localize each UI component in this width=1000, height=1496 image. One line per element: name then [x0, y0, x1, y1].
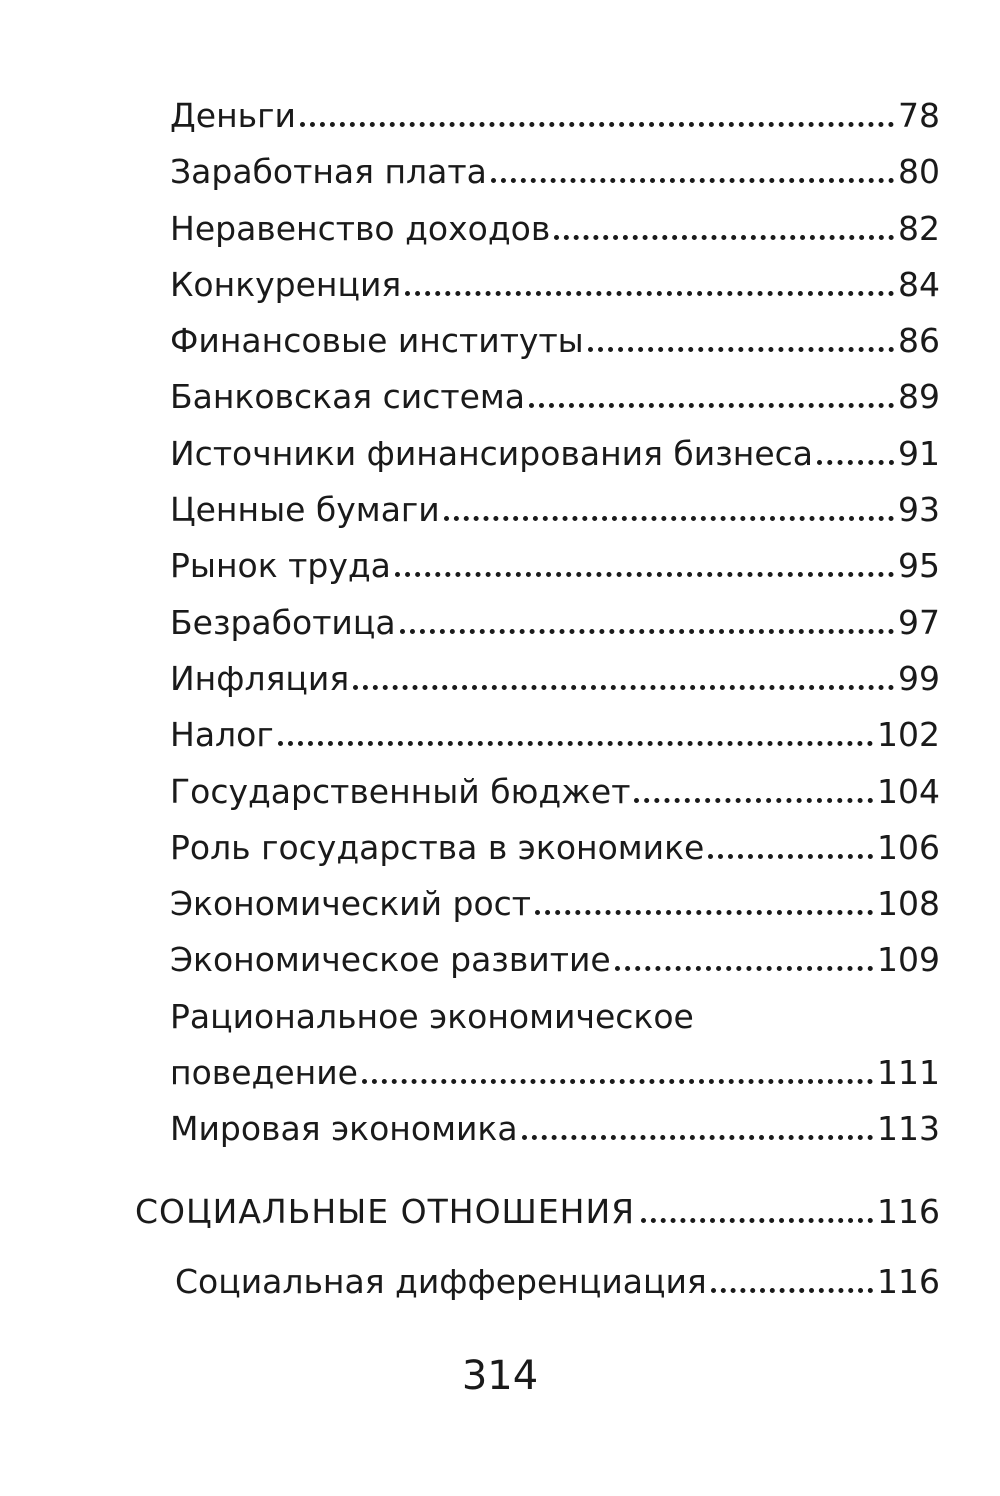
toc-entry[interactable]: [170, 201, 940, 257]
toc-entry[interactable]: [170, 369, 940, 425]
toc-entry[interactable]: [170, 595, 940, 651]
toc-entry-title: Инфляция: [170, 658, 350, 698]
subsection-title: Социальная дифференциация: [175, 1262, 707, 1301]
toc-entry-title: Банковская система: [170, 377, 526, 417]
dot-leader: [535, 910, 873, 915]
toc-entry-page: 102: [877, 715, 940, 755]
toc-entry-title: Заработная плата: [170, 152, 487, 192]
toc-entry-title: Мировая экономика: [170, 1108, 518, 1148]
dot-leader: [554, 235, 894, 240]
section-page: 116: [877, 1192, 940, 1231]
toc-entry-page: 113: [877, 1108, 940, 1148]
dot-leader: [362, 1079, 873, 1084]
dot-leader: [300, 122, 894, 127]
dot-leader: [615, 966, 873, 971]
subsection-page: 116: [877, 1262, 940, 1301]
toc-entry[interactable]: [170, 88, 940, 144]
toc-entry[interactable]: [170, 257, 940, 313]
dot-leader: [641, 1218, 873, 1223]
toc-entry-title: Ценные бумаги: [170, 490, 440, 530]
toc-entry[interactable]: [170, 651, 940, 707]
toc-entry-page: 78: [898, 96, 940, 135]
toc-entry-page: 84: [898, 264, 940, 304]
dot-leader: [529, 403, 894, 408]
toc-entry-line2: [170, 1045, 940, 1101]
toc-entry-title: Финансовые институты: [170, 321, 584, 361]
toc-entry-title-line1: Рациональное экономическое: [170, 996, 694, 1036]
dot-leader: [522, 1135, 873, 1140]
toc-entry-title: Неравенство доходов: [170, 208, 551, 248]
toc-entry-title: Государственный бюджет: [170, 771, 631, 811]
toc-section-heading[interactable]: [135, 1184, 940, 1240]
toc-entry[interactable]: [170, 764, 940, 820]
toc-entry-page: 97: [898, 602, 940, 642]
toc-entry-page: 80: [898, 152, 940, 192]
toc-entry-title: Безработица: [170, 602, 396, 642]
dot-leader: [634, 798, 873, 803]
toc-entry-page: 111: [877, 1052, 940, 1092]
dot-leader: [444, 516, 894, 521]
toc-entry-title: Экономическое развитие: [170, 940, 611, 980]
dot-leader: [278, 741, 873, 746]
dot-leader: [491, 178, 894, 183]
toc-entry[interactable]: [170, 313, 940, 369]
toc-entry-page: 82: [898, 208, 940, 248]
toc-entry[interactable]: [170, 482, 940, 538]
dot-leader: [817, 460, 894, 465]
toc-entry-page: 108: [877, 884, 940, 924]
toc-entry-page: 109: [877, 940, 940, 980]
toc-entry-title: Конкуренция: [170, 264, 402, 304]
dot-leader: [400, 629, 894, 634]
toc-subsection-entry[interactable]: [175, 1254, 940, 1310]
toc-entry-page: 91: [898, 433, 940, 473]
toc-entry-title: Роль государства в экономике: [170, 827, 705, 867]
toc-entry-page: 86: [898, 321, 940, 361]
toc-entry[interactable]: [170, 707, 940, 763]
toc-entry[interactable]: [170, 144, 940, 200]
dot-leader: [588, 347, 894, 352]
toc-entry[interactable]: [170, 1101, 940, 1157]
toc-entry[interactable]: [170, 820, 940, 876]
toc-entry-title: Рынок труда: [170, 546, 391, 586]
toc-entry[interactable]: [170, 426, 940, 482]
section-title: СОЦИАЛЬНЫЕ ОТНОШЕНИЯ: [135, 1192, 636, 1231]
table-of-contents: [170, 88, 940, 1157]
toc-entry-page: 106: [877, 827, 940, 867]
toc-entry-title-line2: поведение: [170, 1052, 358, 1092]
toc-entry[interactable]: [170, 876, 940, 932]
toc-entry[interactable]: [170, 932, 940, 988]
dot-leader: [711, 1288, 873, 1293]
toc-entry-page: 93: [898, 490, 940, 530]
toc-entry-page: 89: [898, 377, 940, 417]
toc-entry-title: Источники финансирования бизнеса: [170, 433, 814, 473]
toc-entry-title: Налог: [170, 715, 274, 755]
dot-leader: [708, 854, 873, 859]
toc-entry[interactable]: [170, 538, 940, 594]
dot-leader: [353, 685, 894, 690]
toc-entry-title: Экономический рост: [170, 884, 532, 924]
dot-leader: [395, 572, 894, 577]
toc-entry-page: 99: [898, 658, 940, 698]
page-number: 314: [461, 1353, 539, 1399]
toc-entry-multiline[interactable]: [170, 989, 940, 1101]
dot-leader: [405, 291, 894, 296]
toc-entry-title: Деньги: [170, 96, 296, 135]
toc-entry-page: 95: [898, 546, 940, 586]
toc-entry-page: 104: [877, 771, 940, 811]
